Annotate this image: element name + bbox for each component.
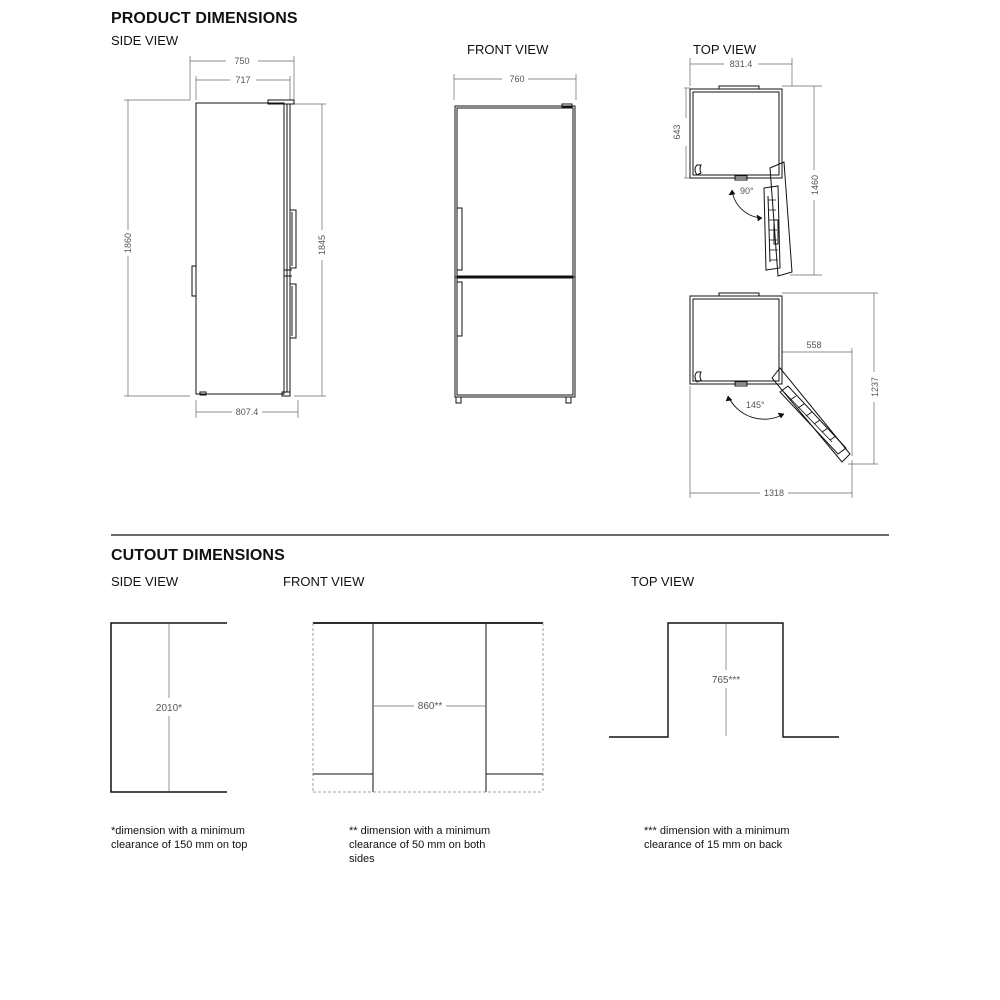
dim-750-label: 750: [234, 56, 250, 66]
dim-1460-label: 1460: [810, 174, 820, 196]
cutout-top-view-label: TOP VIEW: [631, 574, 695, 589]
cutout-front-note: ** dimension with a minimum clearance of 50 mm on both sides: [349, 825, 491, 865]
dim-831-label: 831.4: [729, 59, 753, 69]
product-top-view-145-drawing: [690, 293, 878, 498]
angle-90-label: 90°: [740, 186, 754, 196]
product-dimensions-title: PRODUCT DIMENSIONS: [111, 10, 298, 27]
dim-807-label: 807.4: [235, 407, 259, 417]
product-side-view-drawing: [124, 56, 326, 418]
cutout-front-view-label: FRONT VIEW: [283, 574, 365, 589]
dim-1845-label: 1845: [317, 234, 327, 256]
product-front-view-label: FRONT VIEW: [467, 42, 549, 57]
angle-145-label: 145°: [746, 400, 765, 410]
dim-1237-label: 1237: [870, 376, 880, 398]
dim-1318-label: 1318: [763, 488, 785, 498]
dim-760-label: 760: [509, 74, 525, 84]
dim-643-label: 643: [672, 124, 682, 140]
cutout-dimensions-title: CUTOUT DIMENSIONS: [111, 547, 285, 564]
product-top-view-label: TOP VIEW: [693, 42, 757, 57]
dim-717-label: 717: [235, 75, 251, 85]
cutout-side-view-label: SIDE VIEW: [111, 574, 179, 589]
cutout-side-note: *dimension with a minimum clearance of 150 mm on top: [111, 825, 248, 851]
dim-1860-label: 1860: [123, 232, 133, 254]
dim-860-label: 860**: [417, 701, 443, 712]
dim-765-label: 765***: [711, 675, 741, 686]
product-top-view-90-drawing: [684, 58, 822, 276]
product-front-view-drawing: [454, 74, 576, 403]
dim-558-label: 558: [806, 340, 822, 350]
dim-2010-label: 2010*: [155, 703, 183, 714]
cutout-top-note: *** dimension with a minimum clearance of 15 mm on back: [644, 825, 790, 851]
product-side-view-label: SIDE VIEW: [111, 33, 179, 48]
